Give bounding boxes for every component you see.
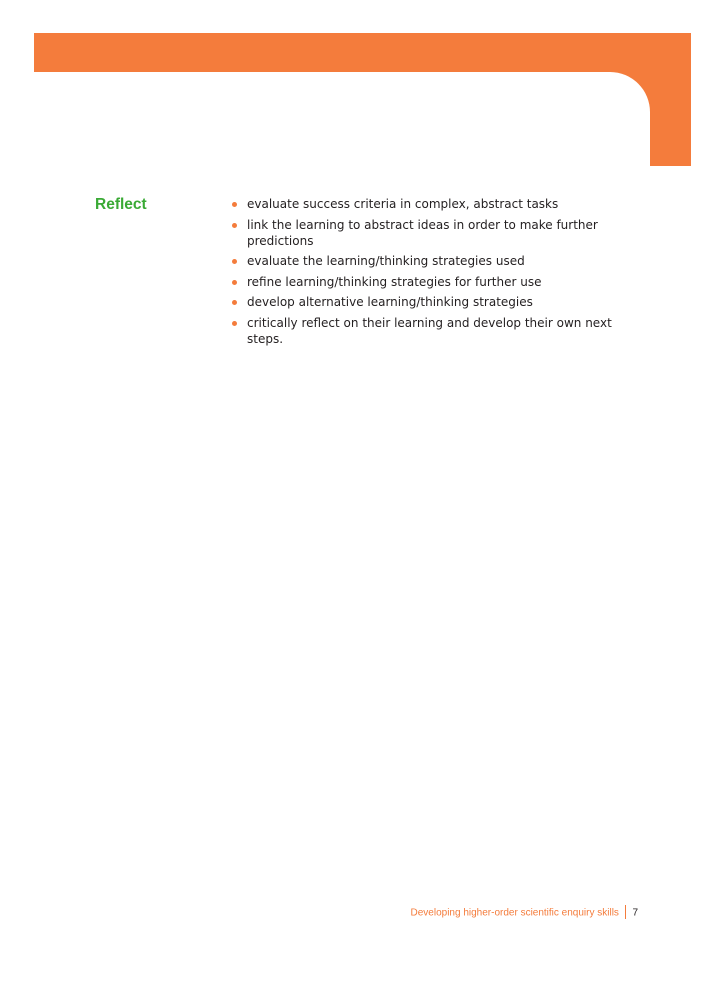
header-banner-curve [34, 72, 650, 172]
list-item [230, 253, 650, 269]
list-item [230, 294, 650, 310]
reflect-bullet-list [230, 196, 650, 351]
list-item-text: critically reflect on their learning and develop their own next steps. [247, 315, 612, 346]
list-item-text: evaluate success criteria in complex, abstract tasks [247, 197, 559, 211]
list-item [230, 196, 650, 212]
footer-title: Developing higher-order scientific enquiry skills [410, 907, 619, 919]
page-footer [411, 906, 639, 921]
list-item [230, 217, 650, 249]
bullet-icon [232, 223, 237, 228]
bullet-icon [232, 300, 237, 305]
list-item-text: develop alternative learning/thinking strategies [247, 295, 533, 309]
bullet-icon [232, 202, 237, 207]
bullet-icon [232, 280, 237, 285]
bullet-icon [232, 321, 237, 326]
list-item [230, 315, 650, 347]
page-number: 7 [632, 907, 638, 919]
footer-divider [625, 905, 627, 919]
list-item-text: refine learning/thinking strategies for further use [247, 274, 542, 289]
list-item-text: link the learning to abstract ideas in order to make further predictions [247, 217, 598, 248]
bullet-icon [232, 259, 237, 264]
list-item-text: evaluate the learning/thinking strategies used [247, 254, 525, 268]
section-heading: Reflect [95, 196, 147, 213]
list-item [230, 274, 650, 290]
